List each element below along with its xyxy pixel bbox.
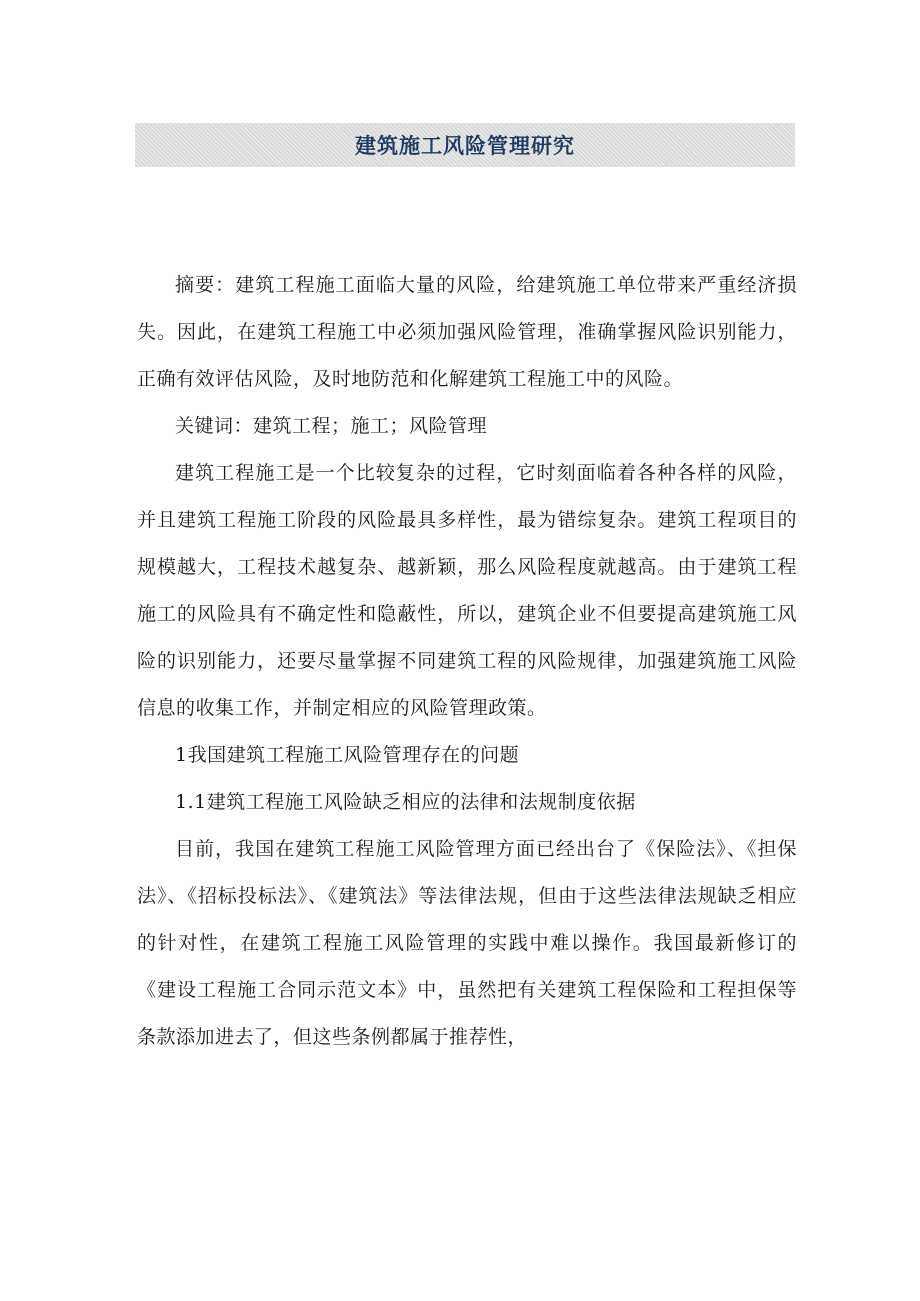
document-body bbox=[137, 262, 797, 1061]
keywords-paragraph: 关键词：建筑工程；施工；风险管理 bbox=[175, 415, 488, 437]
body-paragraph: 目前，我国在建筑工程施工风险管理方面已经出台了《保险法》、《担保法》、《招标投标法》、《建筑法》等法律法规，但由于这些法律法规缺乏相应的针对性，在建筑工程施工风险管理的实践中难以操作。我国最新修订的《建设工程施工合同示范文本》中，虽然把有关建筑工程保险和工程担保等条款添加进去了，但这些条例都属于推荐性， bbox=[137, 838, 797, 1048]
abstract-paragraph: 摘要：建筑工程施工面临大量的风险，给建筑施工单位带来严重经济损失。因此，在建筑工程施工中必须加强风险管理，准确掌握风险识别能力，正确有效评估风险，及时地防范和化解建筑工程施工中的风险。 bbox=[137, 274, 797, 390]
subsection-heading-1-1: 1.1建筑工程施工风险缺乏相应的法律和法规制度依据 bbox=[175, 791, 636, 813]
document-title: 建筑施工风险管理研究 bbox=[355, 134, 575, 158]
title-banner bbox=[135, 123, 795, 167]
section-heading-1: 1我国建筑工程施工风险管理存在的问题 bbox=[175, 744, 520, 766]
intro-paragraph: 建筑工程施工是一个比较复杂的过程，它时刻面临着各种各样的风险，并且建筑工程施工阶段的风险最具多样性，最为错综复杂。建筑工程项目的规模越大，工程技术越复杂、越新颖，那么风险程度就越高。由于建筑工程施工的风险具有不确定性和隐蔽性，所以，建筑企业不但要提高建筑施工风险的识别能力，还要尽量掌握不同建筑工程的风险规律，加强建筑施工风险信息的收集工作，并制定相应的风险管理政策。 bbox=[137, 462, 797, 719]
